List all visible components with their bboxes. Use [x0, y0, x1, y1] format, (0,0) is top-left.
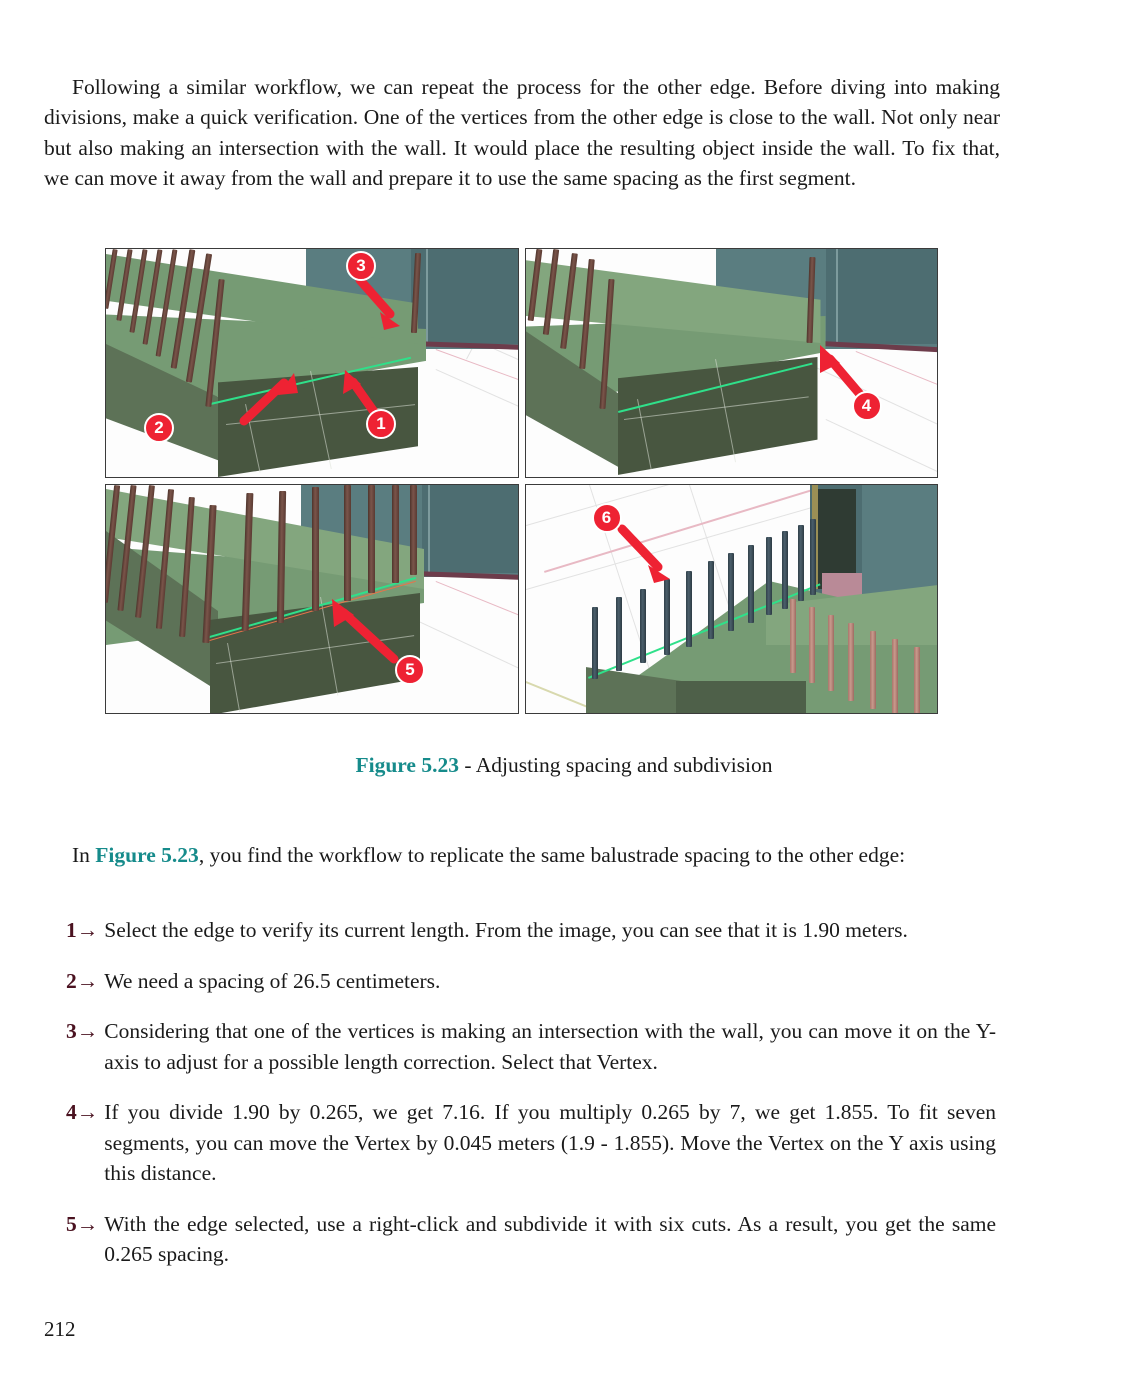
wall-side: [422, 485, 518, 573]
baluster-subdivided: [616, 597, 622, 671]
list-item: [66, 915, 996, 946]
step-number: 2: [66, 968, 77, 993]
panel-bottom-left: [105, 484, 519, 714]
baluster-subdivided: [728, 553, 734, 631]
baluster-subdivided: [810, 519, 816, 595]
list-item: [66, 1209, 996, 1270]
arrow-right-icon: →: [76, 918, 99, 942]
page-number: 212: [44, 1317, 76, 1341]
baluster-subdivided: [640, 589, 646, 663]
step-marker: [66, 915, 104, 946]
panel-top-left: [105, 248, 519, 478]
baluster: [312, 487, 319, 611]
baluster-existing: [892, 639, 898, 713]
step-text: With the edge selected, use a right-click and subdivide it with six cuts. As a result, you get the same 0.265 spacing.: [104, 1211, 996, 1266]
viewport-scene-1: [106, 249, 518, 477]
step-number: 5: [66, 1211, 77, 1236]
step-marker: [66, 1209, 104, 1240]
wall-edge-highlight: [836, 249, 838, 344]
viewport-scene-4: [526, 485, 938, 713]
step-marker: [66, 966, 104, 997]
callout-2: 2: [144, 413, 174, 443]
intro-paragraph: Following a similar workflow, we can repeat the process for the other edge. Before diving into making divisions, make a quick verification. One of the vertices from the other edge is close to the wall. Not only near but also making an intersection with the wall. It would place the resulting object inside the wall. To fix that, we can move it away from the wall and prepare it to use the same spacing as the first segment.: [44, 74, 1000, 190]
figure-row-bottom: [105, 484, 938, 714]
list-item: [66, 1097, 996, 1189]
figure-caption-ref: Figure 5.23: [355, 753, 459, 777]
viewport-scene-2: [526, 249, 938, 477]
baluster-existing: [848, 623, 854, 701]
baluster-subdivided: [748, 545, 754, 623]
callout-5: 5: [395, 655, 425, 685]
slab-recess: [676, 681, 806, 713]
figure-inline-reference[interactable]: Figure 5.23: [95, 842, 199, 867]
step-marker: [66, 1016, 104, 1047]
callout-arrow-3: [354, 274, 414, 334]
step-text: Select the edge to verify its current length. From the image, you can see that it is 1.90 meters.: [104, 918, 908, 942]
figure-5-23: [105, 248, 938, 715]
baluster-existing: [914, 647, 920, 713]
baluster: [410, 485, 417, 575]
viewport-scene-3: [106, 485, 518, 713]
figure-row-top: [105, 248, 938, 478]
callout-1: 1: [366, 409, 396, 439]
step-text: If you divide 1.90 by 0.265, we get 7.16. If you multiply 0.265 by 7, we get 1.855. To fit seven segments, you can move the Vertex by 0.045 meters (1.9 - 1.855). Move the Vertex on the Y axis using this distance.: [104, 1100, 996, 1185]
callout-3: 3: [346, 251, 376, 281]
callout-arrow-6: [612, 521, 692, 593]
step-number: 1: [66, 918, 77, 942]
wall-edge-highlight: [428, 485, 430, 573]
baluster-existing: [809, 607, 815, 683]
step-marker: [66, 1097, 104, 1128]
step-number: 3: [66, 1019, 77, 1043]
baluster-subdivided: [592, 607, 598, 679]
wall-side: [826, 249, 938, 344]
step-text: Considering that one of the vertices is making an intersection with the wall, you can move it on the Y-axis to adjust for a possible length correction. Select that Vertex.: [104, 1019, 996, 1074]
callout-6: 6: [592, 503, 622, 533]
figure-caption-text: - Adjusting spacing and subdivision: [458, 753, 773, 777]
panel-top-right: [525, 248, 939, 478]
baluster-existing: [790, 599, 796, 673]
baluster-subdivided: [708, 561, 714, 639]
panel-bottom-right: [525, 484, 939, 714]
arrow-right-icon: →: [76, 968, 99, 993]
arrow-right-icon: →: [76, 1211, 99, 1236]
baluster-subdivided: [798, 525, 804, 601]
arrow-right-icon: →: [76, 1100, 99, 1124]
callout-arrow-2: [236, 369, 306, 429]
step-text: We need a spacing of 26.5 centimeters.: [104, 968, 441, 993]
baluster-subdivided: [782, 531, 788, 609]
baluster-subdivided: [766, 537, 772, 615]
callout-4: 4: [852, 391, 882, 421]
baluster: [368, 485, 375, 593]
baluster: [344, 485, 351, 601]
step-number: 4: [66, 1100, 77, 1124]
body-paragraph-lead: In: [72, 842, 96, 867]
baluster-existing: [828, 615, 834, 691]
figure-caption: [0, 753, 1128, 778]
arrow-right-icon: →: [76, 1019, 99, 1043]
list-item: [66, 1016, 996, 1077]
wall-edge-highlight: [426, 249, 428, 344]
list-item: [66, 966, 996, 997]
body-paragraph-rest: , you find the workflow to replicate the same balustrade spacing to the other edge:: [198, 842, 906, 867]
baluster: [392, 485, 399, 583]
baluster-existing: [870, 631, 876, 709]
body-paragraph: [44, 840, 1044, 871]
steps-list: [66, 915, 996, 1290]
